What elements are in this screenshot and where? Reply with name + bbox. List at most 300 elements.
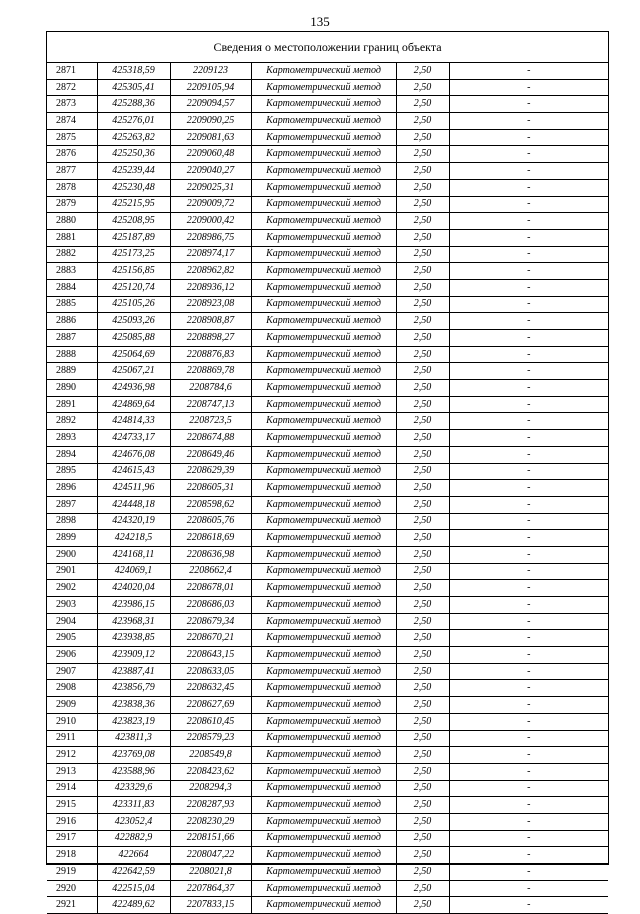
table-row xyxy=(47,163,608,180)
table-row xyxy=(47,546,608,563)
description-cell: - xyxy=(449,613,608,630)
point-number-cell: 2878 xyxy=(47,179,97,196)
table-row xyxy=(47,79,608,96)
description-cell: - xyxy=(449,246,608,263)
y-coordinate-cell: 2208662,4 xyxy=(170,563,251,580)
point-number-cell: 2912 xyxy=(47,747,97,764)
point-number-cell: 2888 xyxy=(47,346,97,363)
point-number-cell: 2893 xyxy=(47,430,97,447)
y-coordinate-cell: 2208605,76 xyxy=(170,513,251,530)
method-cell: Картометрический метод xyxy=(251,96,396,113)
point-number-cell: 2887 xyxy=(47,330,97,347)
x-coordinate-cell: 422489,62 xyxy=(97,897,170,914)
point-number-cell: 2917 xyxy=(47,830,97,847)
y-coordinate-cell: 2208674,88 xyxy=(170,430,251,447)
table-row xyxy=(47,747,608,764)
description-cell: - xyxy=(449,530,608,547)
y-coordinate-cell: 2209040,27 xyxy=(170,163,251,180)
accuracy-cell: 2,50 xyxy=(396,213,449,230)
x-coordinate-cell: 425085,88 xyxy=(97,330,170,347)
method-cell: Картометрический метод xyxy=(251,513,396,530)
description-cell: - xyxy=(449,196,608,213)
table-row xyxy=(47,613,608,630)
method-cell: Картометрический метод xyxy=(251,813,396,830)
table-row xyxy=(47,847,608,864)
description-cell: - xyxy=(449,380,608,397)
y-coordinate-cell: 2208598,62 xyxy=(170,496,251,513)
y-coordinate-cell: 2208151,66 xyxy=(170,830,251,847)
table-row xyxy=(47,446,608,463)
method-cell: Картометрический метод xyxy=(251,747,396,764)
accuracy-cell: 2,50 xyxy=(396,330,449,347)
accuracy-cell: 2,50 xyxy=(396,513,449,530)
point-number-cell: 2879 xyxy=(47,196,97,213)
accuracy-cell: 2,50 xyxy=(396,647,449,664)
accuracy-cell: 2,50 xyxy=(396,546,449,563)
y-coordinate-cell: 2208670,21 xyxy=(170,630,251,647)
method-cell: Картометрический метод xyxy=(251,463,396,480)
x-coordinate-cell: 425067,21 xyxy=(97,363,170,380)
x-coordinate-cell: 424448,18 xyxy=(97,496,170,513)
method-cell: Картометрический метод xyxy=(251,196,396,213)
table-row xyxy=(47,480,608,497)
y-coordinate-cell: 2208605,31 xyxy=(170,480,251,497)
method-cell: Картометрический метод xyxy=(251,413,396,430)
accuracy-cell: 2,50 xyxy=(396,430,449,447)
method-cell: Картометрический метод xyxy=(251,296,396,313)
x-coordinate-cell: 425276,01 xyxy=(97,113,170,130)
table-row xyxy=(47,496,608,513)
description-cell: - xyxy=(449,546,608,563)
point-number-cell: 2913 xyxy=(47,763,97,780)
description-cell: - xyxy=(449,146,608,163)
table-row xyxy=(47,880,608,897)
point-number-cell: 2911 xyxy=(47,730,97,747)
description-cell: - xyxy=(449,680,608,697)
description-cell: - xyxy=(449,763,608,780)
point-number-cell: 2873 xyxy=(47,96,97,113)
y-coordinate-cell: 2207864,37 xyxy=(170,880,251,897)
point-number-cell: 2884 xyxy=(47,279,97,296)
table-row xyxy=(47,697,608,714)
x-coordinate-cell: 423986,15 xyxy=(97,597,170,614)
x-coordinate-cell: 425093,26 xyxy=(97,313,170,330)
x-coordinate-cell: 424615,43 xyxy=(97,463,170,480)
description-cell: - xyxy=(449,847,608,864)
x-coordinate-cell: 425120,74 xyxy=(97,279,170,296)
point-number-cell: 2902 xyxy=(47,580,97,597)
description-cell: - xyxy=(449,79,608,96)
y-coordinate-cell: 2208686,03 xyxy=(170,597,251,614)
method-cell: Картометрический метод xyxy=(251,580,396,597)
point-number-cell: 2880 xyxy=(47,213,97,230)
accuracy-cell: 2,50 xyxy=(396,797,449,814)
method-cell: Картометрический метод xyxy=(251,330,396,347)
y-coordinate-cell: 2208629,39 xyxy=(170,463,251,480)
description-cell: - xyxy=(449,747,608,764)
point-number-cell: 2877 xyxy=(47,163,97,180)
y-coordinate-cell: 2208230,29 xyxy=(170,813,251,830)
method-cell: Картометрический метод xyxy=(251,163,396,180)
y-coordinate-cell: 2209105,94 xyxy=(170,79,251,96)
table-row xyxy=(47,246,608,263)
accuracy-cell: 2,50 xyxy=(396,96,449,113)
point-number-cell: 2908 xyxy=(47,680,97,697)
x-coordinate-cell: 425156,85 xyxy=(97,263,170,280)
description-cell: - xyxy=(449,163,608,180)
y-coordinate-cell: 2208649,46 xyxy=(170,446,251,463)
point-number-cell: 2903 xyxy=(47,597,97,614)
method-cell: Картометрический метод xyxy=(251,713,396,730)
y-coordinate-cell: 2208549,8 xyxy=(170,747,251,764)
description-cell: - xyxy=(449,647,608,664)
method-cell: Картометрический метод xyxy=(251,263,396,280)
point-number-cell: 2898 xyxy=(47,513,97,530)
description-cell: - xyxy=(449,96,608,113)
x-coordinate-cell: 425288,36 xyxy=(97,96,170,113)
point-number-cell: 2910 xyxy=(47,713,97,730)
table-row xyxy=(47,647,608,664)
point-number-cell: 2885 xyxy=(47,296,97,313)
y-coordinate-cell: 2208908,87 xyxy=(170,313,251,330)
y-coordinate-cell: 2208047,22 xyxy=(170,847,251,864)
point-number-cell: 2875 xyxy=(47,129,97,146)
description-cell: - xyxy=(449,63,608,79)
y-coordinate-cell: 2209000,42 xyxy=(170,213,251,230)
y-coordinate-cell: 2208294,3 xyxy=(170,780,251,797)
table-row xyxy=(47,179,608,196)
x-coordinate-cell: 425208,95 xyxy=(97,213,170,230)
table-row xyxy=(47,763,608,780)
accuracy-cell: 2,50 xyxy=(396,763,449,780)
y-coordinate-cell: 2209081,63 xyxy=(170,129,251,146)
x-coordinate-cell: 423938,85 xyxy=(97,630,170,647)
accuracy-cell: 2,50 xyxy=(396,79,449,96)
accuracy-cell: 2,50 xyxy=(396,129,449,146)
point-number-cell: 2896 xyxy=(47,480,97,497)
method-cell: Картометрический метод xyxy=(251,396,396,413)
method-cell: Картометрический метод xyxy=(251,346,396,363)
x-coordinate-cell: 425187,89 xyxy=(97,229,170,246)
x-coordinate-cell: 424168,11 xyxy=(97,546,170,563)
y-coordinate-cell: 2208869,78 xyxy=(170,363,251,380)
y-coordinate-cell: 2208636,98 xyxy=(170,546,251,563)
y-coordinate-cell: 2209009,72 xyxy=(170,196,251,213)
accuracy-cell: 2,50 xyxy=(396,463,449,480)
table-row xyxy=(47,330,608,347)
accuracy-cell: 2,50 xyxy=(396,229,449,246)
accuracy-cell: 2,50 xyxy=(396,279,449,296)
description-cell: - xyxy=(449,713,608,730)
table-row xyxy=(47,663,608,680)
x-coordinate-cell: 423588,96 xyxy=(97,763,170,780)
point-number-cell: 2919 xyxy=(47,864,97,881)
table-row xyxy=(47,129,608,146)
description-cell: - xyxy=(449,663,608,680)
y-coordinate-cell: 2209123 xyxy=(170,63,251,79)
accuracy-cell: 2,50 xyxy=(396,830,449,847)
point-number-cell: 2909 xyxy=(47,697,97,714)
method-cell: Картометрический метод xyxy=(251,730,396,747)
table-row xyxy=(47,113,608,130)
accuracy-cell: 2,50 xyxy=(396,597,449,614)
x-coordinate-cell: 425250,36 xyxy=(97,146,170,163)
method-cell: Картометрический метод xyxy=(251,763,396,780)
table-row xyxy=(47,513,608,530)
accuracy-cell: 2,50 xyxy=(396,680,449,697)
point-number-cell: 2871 xyxy=(47,63,97,79)
x-coordinate-cell: 424511,96 xyxy=(97,480,170,497)
accuracy-cell: 2,50 xyxy=(396,813,449,830)
x-coordinate-cell: 424218,5 xyxy=(97,530,170,547)
point-number-cell: 2914 xyxy=(47,780,97,797)
accuracy-cell: 2,50 xyxy=(396,880,449,897)
accuracy-cell: 2,50 xyxy=(396,730,449,747)
point-number-cell: 2894 xyxy=(47,446,97,463)
x-coordinate-cell: 425105,26 xyxy=(97,296,170,313)
description-cell: - xyxy=(449,296,608,313)
method-cell: Картометрический метод xyxy=(251,213,396,230)
accuracy-cell: 2,50 xyxy=(396,496,449,513)
accuracy-cell: 2,50 xyxy=(396,847,449,864)
y-coordinate-cell: 2208923,08 xyxy=(170,296,251,313)
x-coordinate-cell: 422882,9 xyxy=(97,830,170,847)
table-row xyxy=(47,296,608,313)
y-coordinate-cell: 2208986,75 xyxy=(170,229,251,246)
table-row xyxy=(47,864,608,881)
method-cell: Картометрический метод xyxy=(251,680,396,697)
table-row xyxy=(47,213,608,230)
x-coordinate-cell: 423769,08 xyxy=(97,747,170,764)
accuracy-cell: 2,50 xyxy=(396,580,449,597)
x-coordinate-cell: 423838,36 xyxy=(97,697,170,714)
table-row xyxy=(47,313,608,330)
description-cell: - xyxy=(449,797,608,814)
accuracy-cell: 2,50 xyxy=(396,864,449,881)
y-coordinate-cell: 2208643,15 xyxy=(170,647,251,664)
description-cell: - xyxy=(449,463,608,480)
description-cell: - xyxy=(449,813,608,830)
point-number-cell: 2889 xyxy=(47,363,97,380)
method-cell: Картометрический метод xyxy=(251,229,396,246)
x-coordinate-cell: 424069,1 xyxy=(97,563,170,580)
method-cell: Картометрический метод xyxy=(251,380,396,397)
point-number-cell: 2890 xyxy=(47,380,97,397)
accuracy-cell: 2,50 xyxy=(396,346,449,363)
y-coordinate-cell: 2208679,34 xyxy=(170,613,251,630)
y-coordinate-cell: 2208962,82 xyxy=(170,263,251,280)
accuracy-cell: 2,50 xyxy=(396,263,449,280)
table-row xyxy=(47,580,608,597)
table-row xyxy=(47,730,608,747)
accuracy-cell: 2,50 xyxy=(396,897,449,914)
x-coordinate-cell: 424320,19 xyxy=(97,513,170,530)
description-cell: - xyxy=(449,263,608,280)
method-cell: Картометрический метод xyxy=(251,63,396,79)
point-number-cell: 2906 xyxy=(47,647,97,664)
x-coordinate-cell: 423329,6 xyxy=(97,780,170,797)
description-cell: - xyxy=(449,880,608,897)
x-coordinate-cell: 425263,82 xyxy=(97,129,170,146)
method-cell: Картометрический метод xyxy=(251,897,396,914)
point-number-cell: 2899 xyxy=(47,530,97,547)
point-number-cell: 2876 xyxy=(47,146,97,163)
point-number-cell: 2907 xyxy=(47,663,97,680)
table-row xyxy=(47,630,608,647)
method-cell: Картометрический метод xyxy=(251,279,396,296)
table-row xyxy=(47,530,608,547)
x-coordinate-cell: 424869,64 xyxy=(97,396,170,413)
table-row xyxy=(47,263,608,280)
x-coordinate-cell: 422664 xyxy=(97,847,170,864)
point-number-cell: 2881 xyxy=(47,229,97,246)
accuracy-cell: 2,50 xyxy=(396,563,449,580)
description-cell: - xyxy=(449,229,608,246)
y-coordinate-cell: 2209090,25 xyxy=(170,113,251,130)
description-cell: - xyxy=(449,413,608,430)
accuracy-cell: 2,50 xyxy=(396,296,449,313)
y-coordinate-cell: 2208678,01 xyxy=(170,580,251,597)
description-cell: - xyxy=(449,780,608,797)
description-cell: - xyxy=(449,864,608,881)
table-row xyxy=(47,396,608,413)
description-cell: - xyxy=(449,697,608,714)
point-number-cell: 2904 xyxy=(47,613,97,630)
accuracy-cell: 2,50 xyxy=(396,780,449,797)
x-coordinate-cell: 425230,48 xyxy=(97,179,170,196)
y-coordinate-cell: 2208898,27 xyxy=(170,330,251,347)
x-coordinate-cell: 425239,44 xyxy=(97,163,170,180)
x-coordinate-cell: 422642,59 xyxy=(97,864,170,881)
point-number-cell: 2905 xyxy=(47,630,97,647)
table-row xyxy=(47,897,608,914)
point-number-cell: 2897 xyxy=(47,496,97,513)
method-cell: Картометрический метод xyxy=(251,363,396,380)
method-cell: Картометрический метод xyxy=(251,630,396,647)
method-cell: Картометрический метод xyxy=(251,864,396,881)
boundary-table-sheet xyxy=(46,31,609,911)
method-cell: Картометрический метод xyxy=(251,546,396,563)
description-cell: - xyxy=(449,396,608,413)
x-coordinate-cell: 423823,19 xyxy=(97,713,170,730)
table-row xyxy=(47,96,608,113)
x-coordinate-cell: 423909,12 xyxy=(97,647,170,664)
table-row xyxy=(47,780,608,797)
point-number-cell: 2895 xyxy=(47,463,97,480)
accuracy-cell: 2,50 xyxy=(396,113,449,130)
y-coordinate-cell: 2209025,31 xyxy=(170,179,251,196)
table-row xyxy=(47,363,608,380)
y-coordinate-cell: 2209094,57 xyxy=(170,96,251,113)
table-row xyxy=(47,713,608,730)
table-row xyxy=(47,346,608,363)
accuracy-cell: 2,50 xyxy=(396,246,449,263)
y-coordinate-cell: 2208627,69 xyxy=(170,697,251,714)
accuracy-cell: 2,50 xyxy=(396,530,449,547)
x-coordinate-cell: 425318,59 xyxy=(97,63,170,79)
description-cell: - xyxy=(449,346,608,363)
coordinates-table xyxy=(47,63,608,914)
description-cell: - xyxy=(449,113,608,130)
x-coordinate-cell: 423887,41 xyxy=(97,663,170,680)
table-row xyxy=(47,813,608,830)
description-cell: - xyxy=(449,897,608,914)
method-cell: Картометрический метод xyxy=(251,530,396,547)
x-coordinate-cell: 425064,69 xyxy=(97,346,170,363)
method-cell: Картометрический метод xyxy=(251,647,396,664)
x-coordinate-cell: 423311,83 xyxy=(97,797,170,814)
method-cell: Картометрический метод xyxy=(251,847,396,864)
accuracy-cell: 2,50 xyxy=(396,697,449,714)
table-row xyxy=(47,797,608,814)
description-cell: - xyxy=(449,446,608,463)
x-coordinate-cell: 425305,41 xyxy=(97,79,170,96)
table-row xyxy=(47,63,608,79)
y-coordinate-cell: 2207833,15 xyxy=(170,897,251,914)
y-coordinate-cell: 2208747,13 xyxy=(170,396,251,413)
accuracy-cell: 2,50 xyxy=(396,446,449,463)
table-title: Сведения о местоположении границ объекта xyxy=(47,32,608,63)
table-row xyxy=(47,146,608,163)
accuracy-cell: 2,50 xyxy=(396,747,449,764)
method-cell: Картометрический метод xyxy=(251,430,396,447)
method-cell: Картометрический метод xyxy=(251,797,396,814)
description-cell: - xyxy=(449,480,608,497)
point-number-cell: 2883 xyxy=(47,263,97,280)
y-coordinate-cell: 2208633,05 xyxy=(170,663,251,680)
accuracy-cell: 2,50 xyxy=(396,663,449,680)
method-cell: Картометрический метод xyxy=(251,830,396,847)
page-number: 135 xyxy=(310,14,330,29)
y-coordinate-cell: 2208618,69 xyxy=(170,530,251,547)
accuracy-cell: 2,50 xyxy=(396,480,449,497)
method-cell: Картометрический метод xyxy=(251,129,396,146)
method-cell: Картометрический метод xyxy=(251,880,396,897)
description-cell: - xyxy=(449,313,608,330)
method-cell: Картометрический метод xyxy=(251,597,396,614)
accuracy-cell: 2,50 xyxy=(396,396,449,413)
description-cell: - xyxy=(449,430,608,447)
accuracy-cell: 2,50 xyxy=(396,613,449,630)
method-cell: Картометрический метод xyxy=(251,496,396,513)
description-cell: - xyxy=(449,830,608,847)
accuracy-cell: 2,50 xyxy=(396,713,449,730)
description-cell: - xyxy=(449,363,608,380)
description-cell: - xyxy=(449,496,608,513)
point-number-cell: 2886 xyxy=(47,313,97,330)
description-cell: - xyxy=(449,129,608,146)
description-cell: - xyxy=(449,513,608,530)
point-number-cell: 2900 xyxy=(47,546,97,563)
method-cell: Картометрический метод xyxy=(251,663,396,680)
table-row xyxy=(47,380,608,397)
method-cell: Картометрический метод xyxy=(251,697,396,714)
method-cell: Картометрический метод xyxy=(251,246,396,263)
x-coordinate-cell: 423052,4 xyxy=(97,813,170,830)
y-coordinate-cell: 2208876,83 xyxy=(170,346,251,363)
y-coordinate-cell: 2208784,6 xyxy=(170,380,251,397)
description-cell: - xyxy=(449,580,608,597)
y-coordinate-cell: 2208579,23 xyxy=(170,730,251,747)
x-coordinate-cell: 423968,31 xyxy=(97,613,170,630)
point-number-cell: 2916 xyxy=(47,813,97,830)
x-coordinate-cell: 423856,79 xyxy=(97,680,170,697)
y-coordinate-cell: 2208936,12 xyxy=(170,279,251,296)
table-row xyxy=(47,229,608,246)
method-cell: Картометрический метод xyxy=(251,480,396,497)
table-row xyxy=(47,279,608,296)
coordinates-table-body xyxy=(47,63,608,914)
